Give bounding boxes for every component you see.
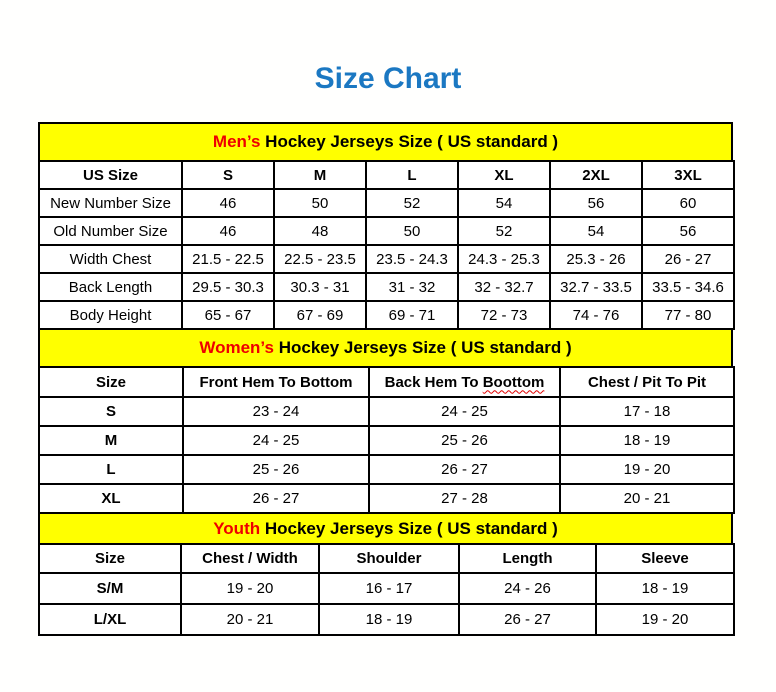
size-cell: 19 - 20 [560, 455, 734, 484]
size-cell: 18 - 19 [596, 573, 734, 604]
size-cell: 50 [274, 189, 366, 217]
mens-banner-rest: Hockey Jerseys Size ( US standard ) [260, 132, 559, 151]
table-row [39, 484, 734, 513]
row-label: S [39, 397, 183, 426]
size-cell: 30.3 - 31 [274, 273, 366, 301]
size-cell: 18 - 19 [560, 426, 734, 455]
size-cell: 72 - 73 [458, 301, 550, 329]
size-cell: 24 - 25 [369, 397, 560, 426]
womens-banner-rest: Hockey Jerseys Size ( US standard ) [273, 338, 572, 357]
womens-banner-highlight: Women’s [199, 338, 274, 357]
size-cell: 22.5 - 23.5 [274, 245, 366, 273]
size-cell: 52 [366, 189, 458, 217]
table-row [39, 217, 734, 245]
size-cell: 32.7 - 33.5 [550, 273, 642, 301]
back-hem-misspelled-word: Boottom [482, 373, 545, 391]
row-label: XL [39, 484, 183, 513]
youth-header-row [39, 544, 734, 573]
womens-col-back-hem [369, 367, 560, 397]
youth-col-size: Size [39, 544, 181, 573]
size-cell: 67 - 69 [274, 301, 366, 329]
size-cell: 23.5 - 24.3 [366, 245, 458, 273]
size-cell: 32 - 32.7 [458, 273, 550, 301]
size-cell: 23 - 24 [183, 397, 369, 426]
size-cell: 33.5 - 34.6 [642, 273, 734, 301]
womens-col-size: Size [39, 367, 183, 397]
size-cell: 24.3 - 25.3 [458, 245, 550, 273]
size-cell: 20 - 21 [181, 604, 319, 635]
size-cell: 26 - 27 [459, 604, 596, 635]
row-label: Old Number Size [39, 217, 182, 245]
size-cell: 69 - 71 [366, 301, 458, 329]
youth-banner-highlight: Youth [213, 519, 261, 538]
size-chart-tables [38, 122, 733, 636]
table-row [39, 189, 734, 217]
page-title: Size Chart [314, 62, 462, 95]
size-cell: 46 [182, 189, 274, 217]
row-label: Back Length [39, 273, 182, 301]
youth-size-table [38, 543, 735, 636]
size-cell: 74 - 76 [550, 301, 642, 329]
size-cell: 77 - 80 [642, 301, 734, 329]
size-cell: 29.5 - 30.3 [182, 273, 274, 301]
youth-col-length: Length [459, 544, 596, 573]
back-hem-prefix: Back Hem To [384, 373, 483, 391]
table-row [39, 273, 734, 301]
table-row [39, 604, 734, 635]
size-cell: 25 - 26 [183, 455, 369, 484]
size-cell: 26 - 27 [642, 245, 734, 273]
row-label: Body Height [39, 301, 182, 329]
mens-header-row [39, 161, 734, 189]
size-cell: 24 - 25 [183, 426, 369, 455]
size-cell: 24 - 26 [459, 573, 596, 604]
size-cell: 17 - 18 [560, 397, 734, 426]
mens-section-banner [38, 122, 733, 162]
size-cell: 50 [366, 217, 458, 245]
womens-col-chest: Chest / Pit To Pit [560, 367, 734, 397]
youth-section-banner [38, 512, 733, 545]
row-label: L/XL [39, 604, 181, 635]
mens-col-us-size: US Size [39, 161, 182, 189]
youth-col-chest: Chest / Width [181, 544, 319, 573]
table-row [39, 397, 734, 426]
mens-col-s: S [182, 161, 274, 189]
size-cell: 19 - 20 [181, 573, 319, 604]
table-row [39, 573, 734, 604]
table-row [39, 455, 734, 484]
size-cell: 16 - 17 [319, 573, 459, 604]
table-row [39, 245, 734, 273]
size-cell: 27 - 28 [369, 484, 560, 513]
size-cell: 21.5 - 22.5 [182, 245, 274, 273]
size-cell: 48 [274, 217, 366, 245]
mens-col-m: M [274, 161, 366, 189]
size-cell: 56 [550, 189, 642, 217]
size-cell: 25 - 26 [369, 426, 560, 455]
youth-banner-rest: Hockey Jerseys Size ( US standard ) [260, 519, 558, 538]
size-cell: 19 - 20 [596, 604, 734, 635]
size-cell: 52 [458, 217, 550, 245]
row-label: Width Chest [39, 245, 182, 273]
size-cell: 54 [550, 217, 642, 245]
womens-size-table [38, 366, 735, 514]
womens-header-row [39, 367, 734, 397]
row-label: S/M [39, 573, 181, 604]
row-label: M [39, 426, 183, 455]
row-label: L [39, 455, 183, 484]
mens-banner-highlight: Men’s [212, 132, 261, 151]
mens-col-l: L [366, 161, 458, 189]
mens-col-xl: XL [458, 161, 550, 189]
size-cell: 26 - 27 [183, 484, 369, 513]
size-cell: 46 [182, 217, 274, 245]
size-cell: 65 - 67 [182, 301, 274, 329]
row-label: New Number Size [39, 189, 182, 217]
size-cell: 31 - 32 [366, 273, 458, 301]
youth-col-shoulder: Shoulder [319, 544, 459, 573]
youth-col-sleeve: Sleeve [596, 544, 734, 573]
womens-section-banner [38, 328, 733, 368]
size-cell: 56 [642, 217, 734, 245]
size-cell: 18 - 19 [319, 604, 459, 635]
size-cell: 60 [642, 189, 734, 217]
mens-col-3xl: 3XL [642, 161, 734, 189]
size-cell: 26 - 27 [369, 455, 560, 484]
size-cell: 25.3 - 26 [550, 245, 642, 273]
mens-col-2xl: 2XL [550, 161, 642, 189]
table-row [39, 301, 734, 329]
womens-col-front-hem: Front Hem To Bottom [183, 367, 369, 397]
table-row [39, 426, 734, 455]
size-cell: 20 - 21 [560, 484, 734, 513]
mens-size-table [38, 160, 735, 330]
size-cell: 54 [458, 189, 550, 217]
